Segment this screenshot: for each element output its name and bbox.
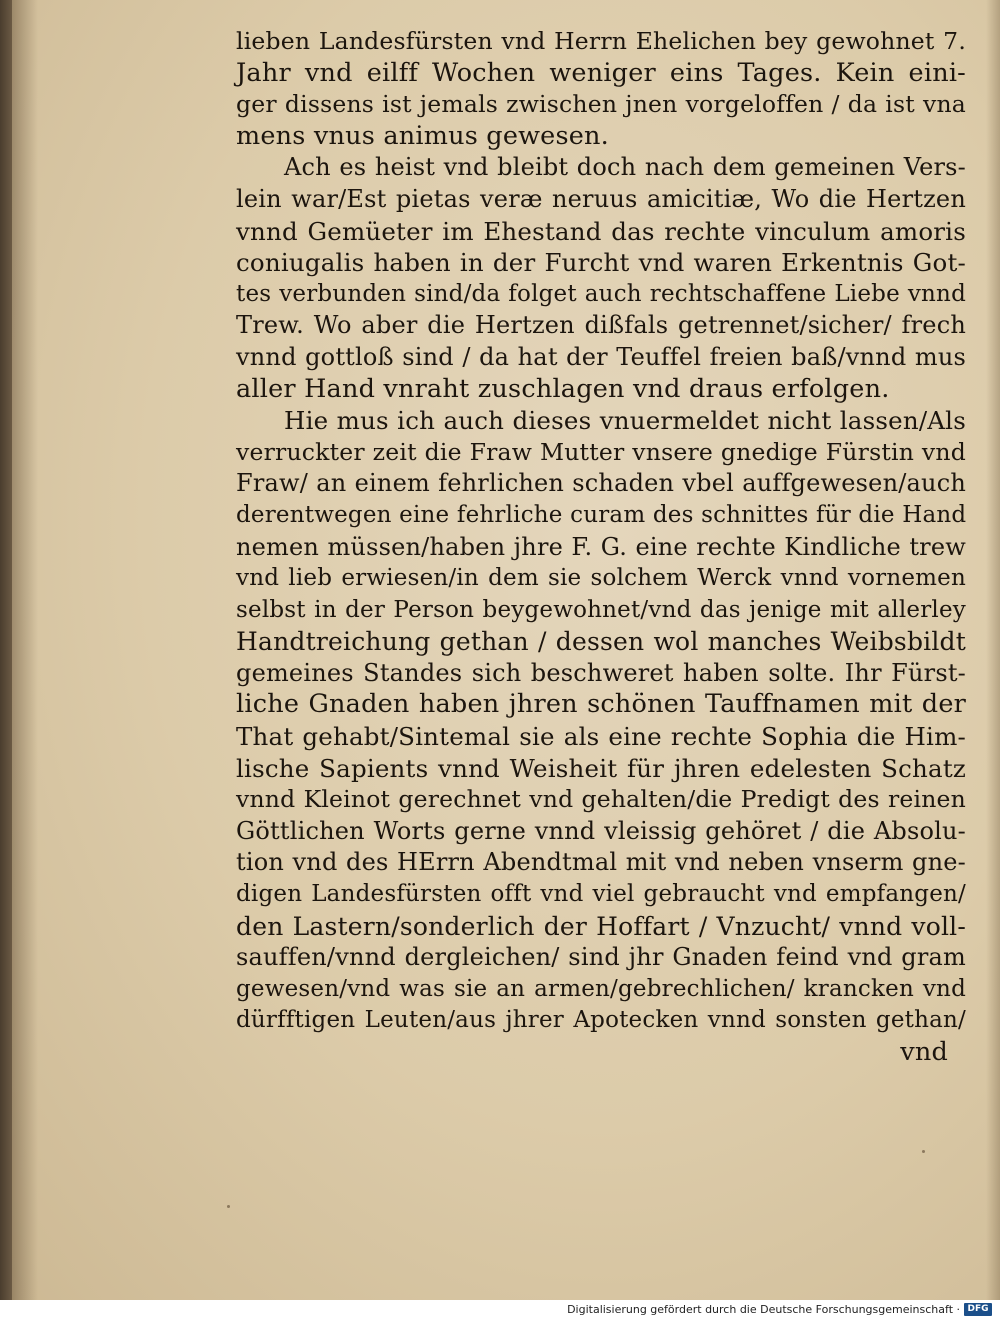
dfg-logo: DFG (964, 1303, 992, 1316)
text-line: sauffen/vnnd dergleichen/ sind jhr Gnaden feind vnd gram (236, 943, 966, 972)
text-line: Fraw/ an einem fehrlichen schaden vbel auffgewesen/auch (236, 469, 966, 498)
text-line: That gehabt/Sintemal sie als eine rechte Sophia die Him- (236, 722, 966, 752)
text-line: Trew. Wo aber die Hertzen dißfals getrennet/sicher/ frech (236, 311, 966, 340)
text-line: selbst in der Person beygewohnet/vnd das jenige mit allerley (236, 596, 966, 623)
text-line: vnnd Gemüeter im Ehestand das rechte vinculum amoris (236, 216, 966, 246)
text-line: vnd lieb erwiesen/in dem sie solchem Werck vnnd vornemen (236, 565, 966, 592)
text-line: gemeines Standes sich beschweret haben solte. Ihr Fürst- (236, 658, 966, 687)
text-line: Göttlichen Worts gerne vnnd vleissig gehöret / die Absolu- (236, 816, 966, 845)
body-text (236, 26, 966, 1069)
text-line: verruckter zeit die Fraw Mutter vnsere gnedige Fürstin vnd (236, 437, 966, 466)
book-spine-edge (0, 0, 12, 1300)
text-line: lein war/Est pietas veræ neruus amicitiæ, Wo die Hertzen (236, 184, 966, 213)
footer-bar (0, 1300, 1000, 1320)
text-line: nemen müssen/haben jhre F. G. eine rechte Kindliche trew (236, 532, 966, 561)
text-line: aller Hand vnraht zuschlagen vnd draus erfolgen. (236, 373, 890, 404)
text-line: vnnd gottloß sind / da hat der Teuffel freien baß/vnnd mus (236, 342, 966, 371)
text-line: den Lastern/sonderlich der Hoffart / Vnzucht/ vnnd voll- (236, 911, 966, 941)
text-line: tion vnd des HErrn Abendtmal mit vnd neben vnserm gne- (236, 848, 966, 877)
text-line: lische Sapients vnnd Weisheit für jhren edelesten Schatz (236, 753, 966, 783)
text-line: gewesen/vnd was sie an armen/gebrechlichen/ krancken vnd (236, 975, 966, 1002)
text-line: coniugalis haben in der Furcht vnd waren Erkentnis Got- (236, 248, 966, 278)
paper-speck (227, 1205, 230, 1208)
text-line: Handtreichung gethan / dessen wol manches Weibsbildt (236, 627, 966, 657)
text-line: vnnd Kleinot gerechnet vnd gehalten/die Predigt des reinen (236, 785, 966, 814)
text-line: digen Landesfürsten offt vnd viel gebraucht vnd empfangen/ (236, 881, 966, 908)
text-line: dürfftigen Leuten/aus jhrer Apotecken vnnd sonsten gethan/ (236, 1007, 966, 1034)
funding-credit: Digitalisierung gefördert durch die Deutsche Forschungsgemeinschaft · (567, 1303, 960, 1316)
text-line: tes verbunden sind/da folget auch rechtschaffene Liebe vnnd (236, 280, 966, 307)
text-line: liche Gnaden haben jhren schönen Tauffnamen mit der (236, 689, 966, 720)
paragraph-start-line: Hie mus ich auch dieses vnuermeldet nicht lassen/Als (284, 406, 966, 436)
paper-page (12, 0, 1000, 1300)
text-line: ger dissens ist jemals zwischen jnen vorgeloffen / da ist vna (236, 90, 966, 119)
text-line: derentwegen eine fehrliche curam des schnittes für die Hand (236, 501, 967, 528)
text-line: Jahr vnd eilff Wochen weniger eins Tages. Kein eini- (236, 57, 966, 88)
text-line: lieben Landesfürsten vnd Herrn Ehelichen bey gewohnet 7. (236, 27, 966, 55)
text-line: mens vnus animus gewesen. (236, 120, 609, 151)
catchword: vnd (900, 1037, 948, 1067)
paper-speck (922, 1150, 925, 1153)
paragraph-start-line: Ach es heist vnd bleibt doch nach dem gemeinen Vers- (284, 153, 966, 182)
